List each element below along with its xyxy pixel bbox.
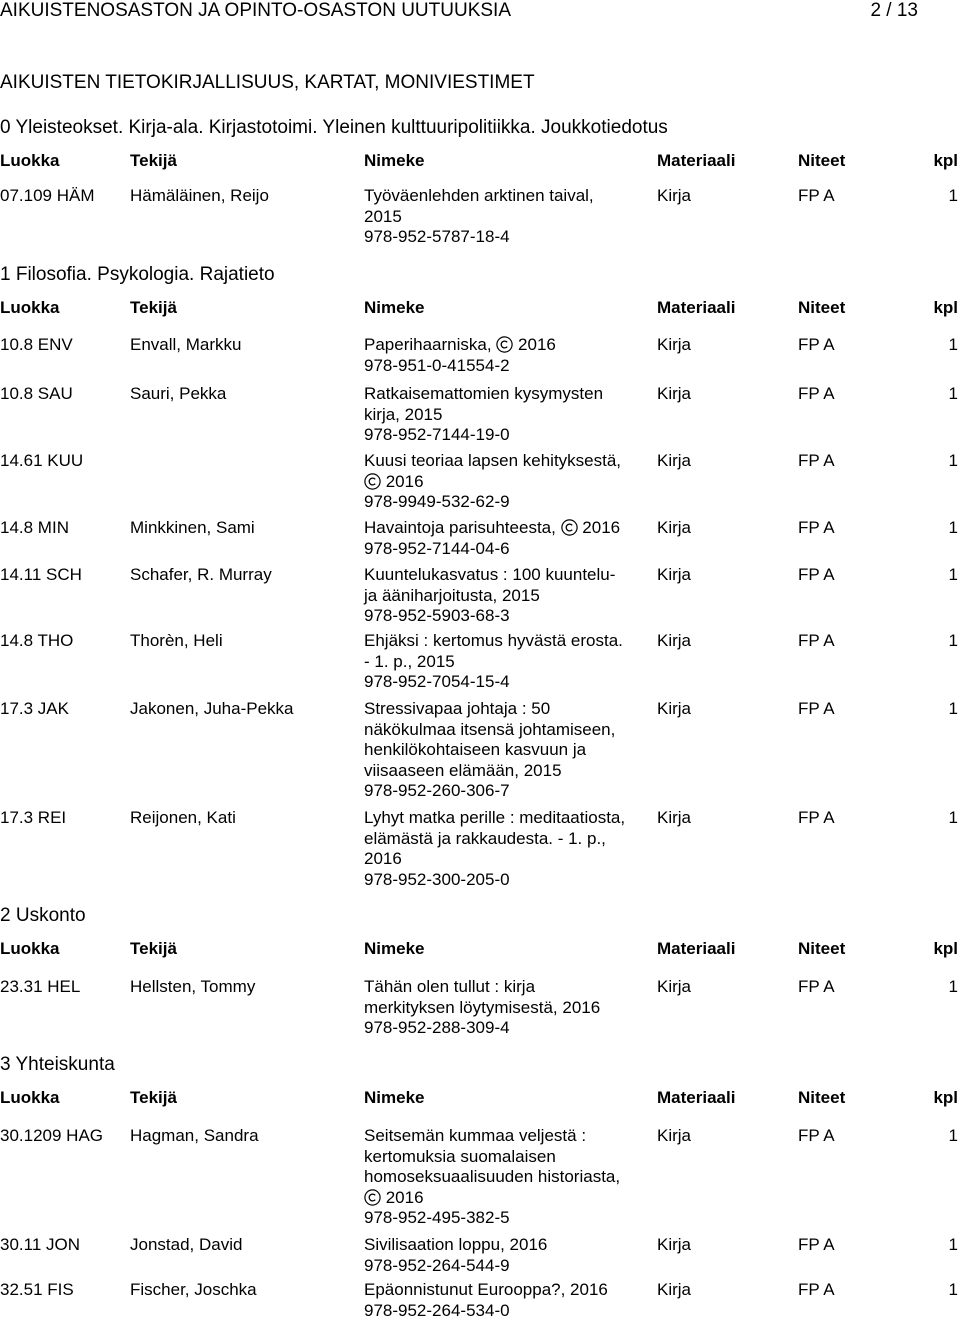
author: Minkkinen, Sami — [130, 518, 255, 539]
title-block — [364, 565, 654, 627]
author: Hämäläinen, Reijo — [130, 186, 269, 207]
title-line: 978-952-7144-04-6 — [364, 539, 654, 560]
title-line: Sivilisaation loppu, 2016 — [364, 1235, 654, 1256]
title-line: 2015 — [364, 207, 654, 228]
class-code: 14.8 MIN — [0, 518, 69, 539]
col-niteet-header: Niteet — [798, 298, 845, 318]
col-materiaali-header: Materiaali — [657, 939, 735, 959]
title-block — [364, 186, 654, 248]
column-header-row — [0, 298, 960, 324]
class-code: 10.8 SAU — [0, 384, 73, 405]
material: Kirja — [657, 451, 691, 472]
location: FP A — [798, 1126, 835, 1147]
class-code: 14.8 THO — [0, 631, 73, 652]
copies-count: 1 — [949, 1280, 958, 1301]
col-materiaali-header: Materiaali — [657, 298, 735, 318]
copies-count: 1 — [949, 565, 958, 586]
col-kpl-header: kpl — [933, 151, 958, 171]
material: Kirja — [657, 699, 691, 720]
title-line: 978-952-5787-18-4 — [364, 227, 654, 248]
title-line: ja ääniharjoitusta, 2015 — [364, 586, 654, 607]
class-code: 07.109 HÄM — [0, 186, 95, 207]
class-code: 32.51 FIS — [0, 1280, 74, 1301]
col-luokka-header: Luokka — [0, 1088, 60, 1108]
section-title: 2 Uskonto — [0, 905, 960, 929]
copies-count: 1 — [949, 699, 958, 720]
title-line: Kuuntelukasvatus : 100 kuuntelu- — [364, 565, 654, 586]
catalog-section — [0, 264, 960, 324]
column-header-row — [0, 939, 960, 965]
title-block — [364, 1126, 654, 1229]
title-line: 978-952-495-382-5 — [364, 1208, 654, 1229]
title-line: 978-952-264-534-0 — [364, 1301, 654, 1321]
column-header-row — [0, 151, 960, 177]
title-line: 978-952-260-306-7 — [364, 781, 654, 802]
title-line: viisaaseen elämään, 2015 — [364, 761, 654, 782]
section-title: 3 Yhteiskunta — [0, 1054, 960, 1078]
title-line: Työväenlehden arktinen taival, — [364, 186, 654, 207]
copies-count: 1 — [949, 451, 958, 472]
title-line: Seitsemän kummaa veljestä : — [364, 1126, 654, 1147]
material: Kirja — [657, 977, 691, 998]
location: FP A — [798, 631, 835, 652]
material: Kirja — [657, 565, 691, 586]
title-line: homoseksuaalisuuden historiasta, — [364, 1167, 654, 1188]
copyright-icon — [364, 473, 381, 490]
title-line: Stressivapaa johtaja : 50 — [364, 699, 654, 720]
col-tekija-header: Tekijä — [130, 151, 177, 171]
page-header — [0, 0, 960, 24]
col-luokka-header: Luokka — [0, 939, 60, 959]
material: Kirja — [657, 186, 691, 207]
class-code: 23.31 HEL — [0, 977, 80, 998]
title-block — [364, 451, 654, 513]
author: Hellsten, Tommy — [130, 977, 255, 998]
title-line: Tähän olen tullut : kirja — [364, 977, 654, 998]
copies-count: 1 — [949, 335, 958, 356]
title-line: kertomuksia suomalaisen — [364, 1147, 654, 1168]
title-line: 978-952-7144-19-0 — [364, 425, 654, 446]
class-code: 10.8 ENV — [0, 335, 73, 356]
material: Kirja — [657, 335, 691, 356]
title-line: Kuusi teoriaa lapsen kehityksestä, — [364, 451, 654, 472]
title-line: 978-952-288-309-4 — [364, 1018, 654, 1039]
copies-count: 1 — [949, 384, 958, 405]
location: FP A — [798, 518, 835, 539]
title-line: Lyhyt matka perille : meditaatiosta, — [364, 808, 654, 829]
copyright-icon — [364, 1189, 381, 1206]
col-tekija-header: Tekijä — [130, 939, 177, 959]
material: Kirja — [657, 518, 691, 539]
author: Hagman, Sandra — [130, 1126, 259, 1147]
title-line: - 1. p., 2015 — [364, 652, 654, 673]
copies-count: 1 — [949, 518, 958, 539]
location: FP A — [798, 186, 835, 207]
catalog-section — [0, 117, 960, 177]
title-line: Paperihaarniska, 2016 — [364, 335, 654, 356]
material: Kirja — [657, 1126, 691, 1147]
page-number: 2 / 13 — [870, 0, 918, 22]
title-line: Epäonnistunut Eurooppa?, 2016 — [364, 1280, 654, 1301]
class-code: 30.1209 HAG — [0, 1126, 103, 1147]
title-line: 978-952-264-544-9 — [364, 1256, 654, 1277]
location: FP A — [798, 1235, 835, 1256]
copies-count: 1 — [949, 631, 958, 652]
class-code: 14.61 KUU — [0, 451, 83, 472]
title-line: 978-9949-532-62-9 — [364, 492, 654, 513]
location: FP A — [798, 977, 835, 998]
class-code: 17.3 REI — [0, 808, 66, 829]
author: Schafer, R. Murray — [130, 565, 272, 586]
author: Envall, Markku — [130, 335, 241, 356]
copyright-icon — [561, 519, 578, 536]
title-line: 978-952-300-205-0 — [364, 870, 654, 891]
author: Jakonen, Juha-Pekka — [130, 699, 294, 720]
title-line: 978-952-7054-15-4 — [364, 672, 654, 693]
col-nimeke-header: Nimeke — [364, 151, 654, 171]
material: Kirja — [657, 808, 691, 829]
copyright-icon — [496, 336, 513, 353]
section-title: 1 Filosofia. Psykologia. Rajatieto — [0, 264, 960, 288]
col-nimeke-header: Nimeke — [364, 1088, 654, 1108]
col-nimeke-header: Nimeke — [364, 298, 654, 318]
title-block — [364, 335, 654, 376]
col-nimeke-header: Nimeke — [364, 939, 654, 959]
location: FP A — [798, 565, 835, 586]
catalog-section — [0, 905, 960, 965]
col-kpl-header: kpl — [933, 1088, 958, 1108]
title-line: 978-952-5903-68-3 — [364, 606, 654, 627]
author: Reijonen, Kati — [130, 808, 236, 829]
header-title: AIKUISTENOSASTON JA OPINTO-OSASTON UUTUUKSIA — [0, 0, 511, 22]
author: Sauri, Pekka — [130, 384, 226, 405]
location: FP A — [798, 1280, 835, 1301]
class-code: 30.11 JON — [0, 1235, 80, 1256]
title-line: kirja, 2015 — [364, 405, 654, 426]
author: Thorèn, Heli — [130, 631, 223, 652]
title-line: elämästä ja rakkaudesta. - 1. p., — [364, 829, 654, 850]
title-line: Havaintoja parisuhteesta, 2016 — [364, 518, 654, 539]
location: FP A — [798, 699, 835, 720]
copies-count: 1 — [949, 1235, 958, 1256]
title-line: henkilökohtaiseen kasvuun ja — [364, 740, 654, 761]
location: FP A — [798, 808, 835, 829]
class-code: 14.11 SCH — [0, 565, 82, 586]
col-kpl-header: kpl — [933, 939, 958, 959]
title-line: 2016 — [364, 1188, 654, 1209]
col-luokka-header: Luokka — [0, 298, 60, 318]
location: FP A — [798, 384, 835, 405]
title-block — [364, 977, 654, 1039]
title-block — [364, 1235, 654, 1276]
title-block — [364, 1280, 654, 1321]
title-line: Ehjäksi : kertomus hyvästä erosta. — [364, 631, 654, 652]
main-title: AIKUISTEN TIETOKIRJALLISUUS, KARTAT, MONIVIESTIMET — [0, 72, 535, 94]
title-block — [364, 518, 654, 559]
material: Kirja — [657, 631, 691, 652]
col-kpl-header: kpl — [933, 298, 958, 318]
title-line: merkityksen löytymisestä, 2016 — [364, 998, 654, 1019]
col-luokka-header: Luokka — [0, 151, 60, 171]
material: Kirja — [657, 384, 691, 405]
copies-count: 1 — [949, 977, 958, 998]
copies-count: 1 — [949, 186, 958, 207]
class-code: 17.3 JAK — [0, 699, 69, 720]
title-line: 2016 — [364, 472, 654, 493]
location: FP A — [798, 451, 835, 472]
col-materiaali-header: Materiaali — [657, 151, 735, 171]
copies-count: 1 — [949, 1126, 958, 1147]
catalog-section — [0, 1054, 960, 1114]
title-block — [364, 808, 654, 890]
title-line: 978-951-0-41554-2 — [364, 356, 654, 377]
title-block — [364, 699, 654, 802]
location: FP A — [798, 335, 835, 356]
col-tekija-header: Tekijä — [130, 1088, 177, 1108]
copies-count: 1 — [949, 808, 958, 829]
title-block — [364, 384, 654, 446]
author: Jonstad, David — [130, 1235, 242, 1256]
title-block — [364, 631, 654, 693]
col-materiaali-header: Materiaali — [657, 1088, 735, 1108]
column-header-row — [0, 1088, 960, 1114]
material: Kirja — [657, 1280, 691, 1301]
material: Kirja — [657, 1235, 691, 1256]
col-niteet-header: Niteet — [798, 939, 845, 959]
section-title: 0 Yleisteokset. Kirja-ala. Kirjastotoimi. Yleinen kulttuuripolitiikka. Joukkotiedotus — [0, 117, 960, 141]
col-niteet-header: Niteet — [798, 1088, 845, 1108]
title-line: Ratkaisemattomien kysymysten — [364, 384, 654, 405]
col-tekija-header: Tekijä — [130, 298, 177, 318]
title-line: näkökulmaa itsensä johtamiseen, — [364, 720, 654, 741]
col-niteet-header: Niteet — [798, 151, 845, 171]
title-line: 2016 — [364, 849, 654, 870]
author: Fischer, Joschka — [130, 1280, 257, 1301]
